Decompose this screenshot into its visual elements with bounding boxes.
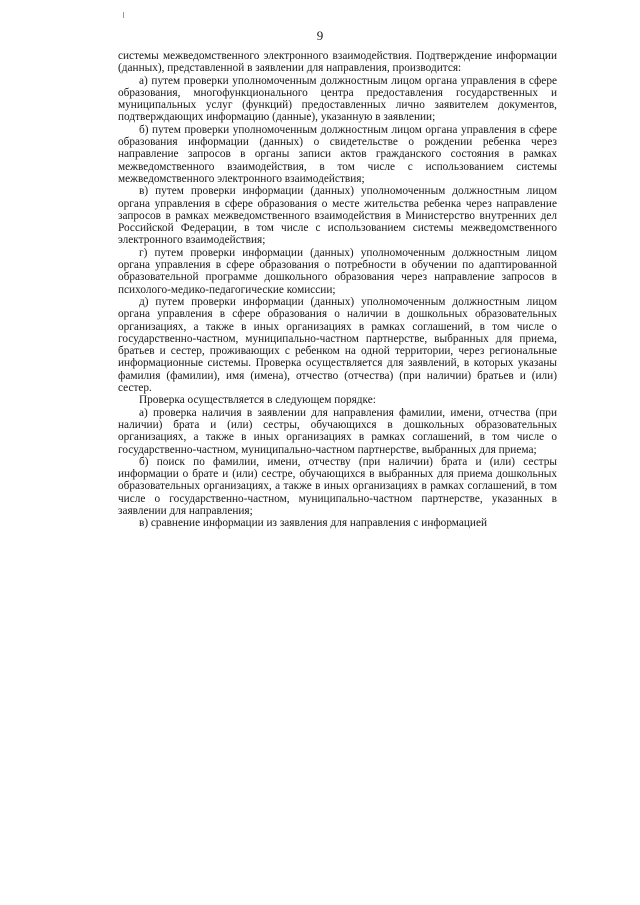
paragraph-item-b: б) путем проверки уполномоченным должностным лицом органа управления в сфере образования информации (данных) о свидетельстве о рождении ребенка через направление запросов в органы записи актов гражданского состояния в рамках межведомственного взаимодействия, в том числе с использованием системы межведомственного электронного взаимодействия; [118, 123, 557, 185]
paragraph-item-d: д) путем проверки информации (данных) уполномоченным должностным лицом органа управления в сфере образования о наличии в дошкольных образовательных организациях, а также в иных организациях в рамках соглашений, в том числе о государственно-частном, муниципально-частном партнерстве, выбранных для приема, братьев и сестер, проживающих с ребенком на одной территории, через региональные информационные системы. Проверка осуществляется для заявлений, в которых указаны фамилия (фамилии), имя (имена), отчество (отчества) (при наличии) братьев и (или) сестер. [118, 295, 557, 395]
paragraph-item-a: а) путем проверки уполномоченным должностным лицом органа управления в сфере образования, многофункционального центра предоставления государственных и муниципальных услуг (функций) предоставленных лично заявителем документов, подтверждающих информацию (данные), указанную в заявлении; [118, 74, 557, 124]
paragraph-procedure-v: в) сравнение информации из заявления для направления с информацией [139, 517, 488, 530]
paragraph-item-g: г) путем проверки информации (данных) уполномоченным должностным лицом органа управления в сфере образования о потребности в обучении по адаптированной образовательной программе дошкольного образования через направление запросов в психолого-медико-педагогические комиссии; [118, 246, 557, 296]
page-number: 9 [316, 28, 324, 43]
paragraph-intro: системы межведомственного электронного взаимодействия. Подтверждение информации (данных), представленной в заявлении для направления, производится: [118, 50, 557, 75]
paragraph-procedure-b: б) поиск по фамилии, имени, отчеству (при наличии) брата и (или) сестры информации о брате и (или) сестре, обучающихся в выбранных для приема дошкольных образовательных организациях, а также в иных организациях в рамках соглашений, в том числе о государственно-частном, муниципально-частном партнерстве, указанных в заявлении для направления; [118, 455, 557, 517]
paragraph-procedure-a: а) проверка наличия в заявлении для направления фамилии, имени, отчества (при наличии) брата и (или) сестры, обучающихся в дошкольных образовательных организациях, а также в иных организациях в рамках соглашений, в том числе о государственно-частном, муниципально-частном партнерстве, выбранных для приема; [118, 406, 557, 456]
scan-mark [123, 12, 124, 18]
paragraph-procedure-heading: Проверка осуществляется в следующем порядке: [139, 394, 376, 407]
paragraph-item-v: в) путем проверки информации (данных) уполномоченным должностным лицом органа управления в сфере образования о месте жительства ребенка через направление запросов в рамках межведомственного взаимодействия в Министерство внутренних дел Российской Федерации, в том числе с использованием системы межведомственного электронного взаимодействия; [118, 185, 557, 247]
body-text [118, 50, 557, 530]
